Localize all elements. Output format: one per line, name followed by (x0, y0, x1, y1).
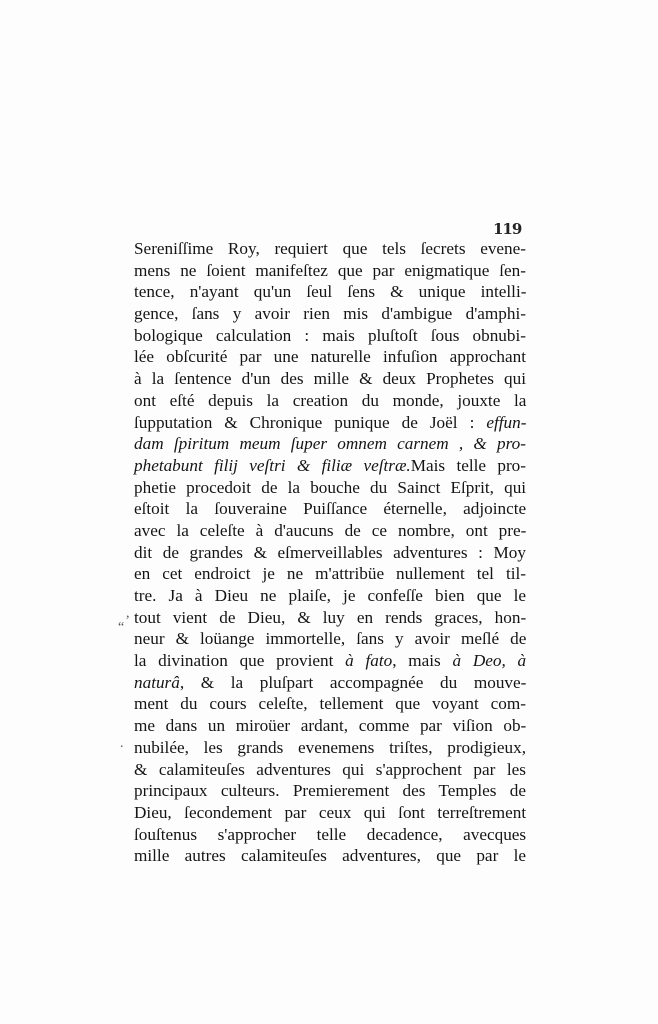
text-line: mille autres calamiteuſes adventures, que par le (134, 846, 526, 866)
text-line: la divination que provient à fato, mais à Deo, à (134, 651, 527, 671)
text-line: tre. Ja à Dieu ne plaiſe, je confeſſe bien que le (134, 586, 527, 605)
text-line (134, 433, 526, 455)
text-line: lée obſcurité par une naturelle infuſion approchant (134, 347, 526, 367)
body-text (134, 238, 526, 867)
margin-mark: , (126, 606, 130, 621)
text-line: principaux culteurs. Premierement des Temples de (134, 781, 526, 801)
text-line: mens ne ſoient manifeſtez que par enigmatique ſen- (134, 260, 526, 280)
margin-mark: . (120, 736, 124, 751)
latin-quote: dam ſpiritum meum ſuper omnem carnem , & pro- (134, 434, 526, 454)
latin-quote: phetabunt filij veſtri & filiæ veſtræ. (134, 455, 411, 475)
latin-phrase: à Deo, à (452, 651, 527, 671)
text-line: Sereniſſime Roy, requiert que tels ſecrets evene- (134, 239, 526, 258)
margin-mark: “ (118, 620, 125, 635)
text-line: ment du cours celeſte, tellement que voyant com- (134, 694, 526, 714)
text-line: ont eſté depuis la creation du monde, jouxte la (134, 390, 527, 410)
text-line: bologique calculation : mais pluſtoſt ſous obnubi- (134, 325, 526, 345)
text-line: ſouſtenus s'approcher telle decadence, avecques (134, 824, 527, 844)
text-line: me dans un miroüer ardant, comme par viſion ob- (134, 716, 527, 736)
text-line: gence, ſans y avoir rien mis d'ambigue d'amphi- (134, 304, 526, 324)
text-line: ſupputation & Chronique punique de Joël : effun- (134, 412, 527, 432)
text-line: Dieu, ſecondement par ceux qui ſont terreſtrement (134, 802, 527, 822)
latin-phrase: à fato (345, 651, 393, 671)
text-line: nubilée, les grands evenemens triſtes, prodigieux, (134, 737, 526, 757)
page-number: 119 (493, 220, 522, 238)
text-line: tout vient de Dieu, & luy en rends graces, hon- (134, 607, 527, 627)
text-line: en cet endroict je ne m'attribüe nullement tel til- (134, 564, 526, 584)
text-line: dit de grandes & eſmerveillables adventures : Moy (134, 542, 526, 562)
text-line: phetie procedoit de la bouche du Sainct Eſprit, qui (134, 477, 527, 497)
text-line: phetabunt filij veſtri & filiæ veſtræ.Mais telle pro- (134, 455, 526, 475)
latin-phrase: naturâ (134, 672, 180, 692)
text-line: naturâ, & la pluſpart accompagnée du mouve- (134, 672, 527, 692)
latin-quote: effun- (486, 412, 527, 432)
text-line: avec la celeſte à d'aucuns de ce nombre, ont pre- (134, 520, 527, 540)
text-line: tence, n'ayant qu'un ſeul ſens & unique intelli- (134, 282, 527, 302)
text-line: à la ſentence d'un des mille & deux Prophetes qui (134, 369, 526, 389)
text-line: & calamiteuſes adventures qui s'approchent par les (134, 759, 526, 779)
text-line: neur & loüange immortelle, ſans y avoir meſlé de (134, 629, 527, 649)
text-line: eſtoit la ſouveraine Puiſſance éternelle, adjoincte (134, 499, 527, 519)
